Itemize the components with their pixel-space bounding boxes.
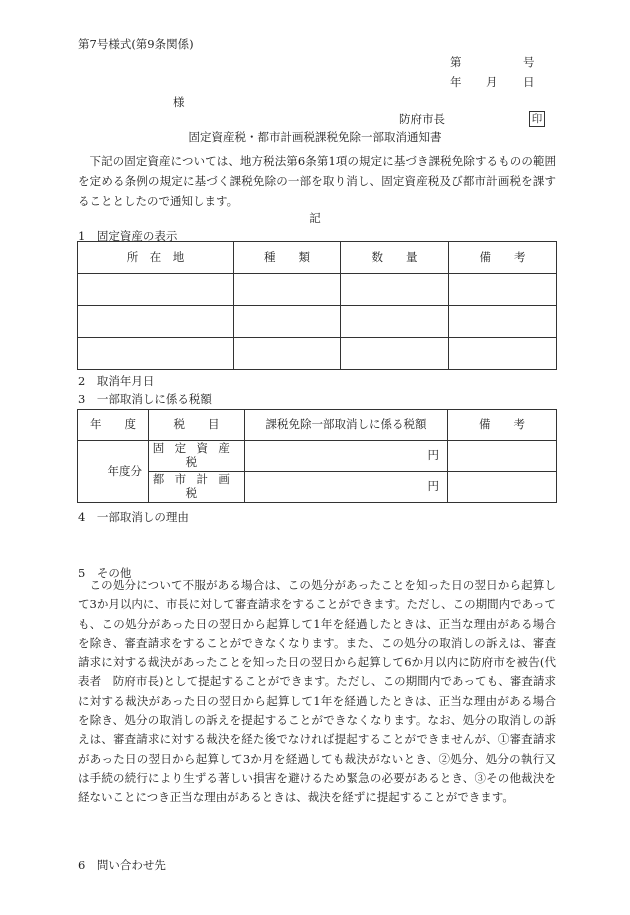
table-cell <box>234 274 341 306</box>
fiscal-year-label: 年度分 <box>78 441 149 503</box>
col-amount: 課税免除一部取消しに係る税額 <box>245 410 448 441</box>
col-location: 所 在 地 <box>78 242 234 274</box>
addressee-suffix: 様 <box>173 95 185 109</box>
col-quantity: 数 量 <box>341 242 449 274</box>
tax-item-property-text: 固定資産税 <box>152 441 241 469</box>
table-row <box>78 306 557 338</box>
ki-label: 記 <box>309 211 321 225</box>
amount-property: 円 <box>245 441 448 472</box>
col-type: 種 類 <box>234 242 341 274</box>
issuer-name: 防府市長 <box>399 112 445 126</box>
asset-table <box>77 241 557 370</box>
section6-heading: 6 問い合わせ先 <box>78 858 166 872</box>
seal-mark: 印 <box>529 111 545 127</box>
table-cell <box>78 306 234 338</box>
asset-table-header <box>78 242 557 274</box>
tax-item-city-planning <box>149 472 245 503</box>
table-cell <box>78 274 234 306</box>
tax-item-city-planning-text: 都市計画税 <box>152 472 241 500</box>
table-cell <box>449 306 557 338</box>
table-row <box>78 472 557 503</box>
table-cell <box>341 306 449 338</box>
document-number-suffix: 号 <box>523 55 535 69</box>
table-row <box>78 441 557 472</box>
date-day-label: 日 <box>523 75 535 89</box>
table-cell <box>78 338 234 370</box>
tax-table-header <box>78 410 557 441</box>
appeal-notice-text: この処分について不服がある場合は、この処分があったことを知った日の翌日から起算して3か月以内に、市長に対して審査請求をすることができます。ただし、この期間内であっても、この処分があった日の翌日から起算して1年を経過したときは、正当な理由がある場合を除き、審査請求をすることができなくなります。また、この処分の取消しの訴えは、審査請求に対する裁決があったことを知った日の翌日から起算して6か月以内に防府市を被告(代表者 防府市長)として提起することができます。ただし、この期間内であっても、審査請求に対する裁決があった日の翌日から起算して1年を経過したときは、正当な理由がある場合を除き、処分の取消しの訴えを提起することができなくなります。なお、処分の取消しの訴えは、審査請求に対する裁決を経た後でなければ提起することができませんが、①審査請求があった日の翌日から起算して3か月を経過しても裁決がないとき、②処分、処分の執行又は手続の続行により生ずる著しい損害を避けるため緊急の必要があるとき、③その他裁決を経ないことにつき正当な理由があるときは、裁決を経ずに提起することができます。 <box>78 578 556 805</box>
section3-heading: 3 一部取消しに係る税額 <box>78 392 212 406</box>
table-cell <box>449 274 557 306</box>
col-tax-item: 税 目 <box>149 410 245 441</box>
tax-table <box>77 409 557 503</box>
form-number: 第7号様式(第9条関係) <box>78 37 194 51</box>
col-fiscal-year: 年 度 <box>78 410 149 441</box>
tax-item-property <box>149 441 245 472</box>
table-cell <box>449 338 557 370</box>
document-number-prefix: 第 <box>450 55 462 69</box>
date-month-label: 月 <box>486 75 498 89</box>
col-remarks: 備 考 <box>449 242 557 274</box>
document-title: 固定資産税・都市計画税課税免除一部取消通知書 <box>188 130 442 144</box>
appeal-notice <box>78 576 556 808</box>
table-cell <box>234 338 341 370</box>
section5-heading: 5 その他 <box>78 566 132 580</box>
col-tax-remarks: 備 考 <box>448 410 557 441</box>
date-year-label: 年 <box>450 75 462 89</box>
table-row <box>78 274 557 306</box>
section4-heading: 4 一部取消しの理由 <box>78 510 189 524</box>
intro-paragraph <box>78 151 556 211</box>
section1-heading: 1 固定資産の表示 <box>78 229 178 243</box>
table-row <box>78 338 557 370</box>
table-cell <box>341 338 449 370</box>
intro-text: 下記の固定資産については、地方税法第6条第1項の規定に基づき課税免除するものの範囲を定める条例の規定に基づく課税免除の一部を取り消し、固定資産税及び都市計画税を課することとしたので通知します。 <box>78 154 556 208</box>
table-cell <box>341 274 449 306</box>
table-cell <box>448 441 557 472</box>
amount-city-planning: 円 <box>245 472 448 503</box>
section2-heading: 2 取消年月日 <box>78 374 155 388</box>
table-cell <box>448 472 557 503</box>
table-cell <box>234 306 341 338</box>
